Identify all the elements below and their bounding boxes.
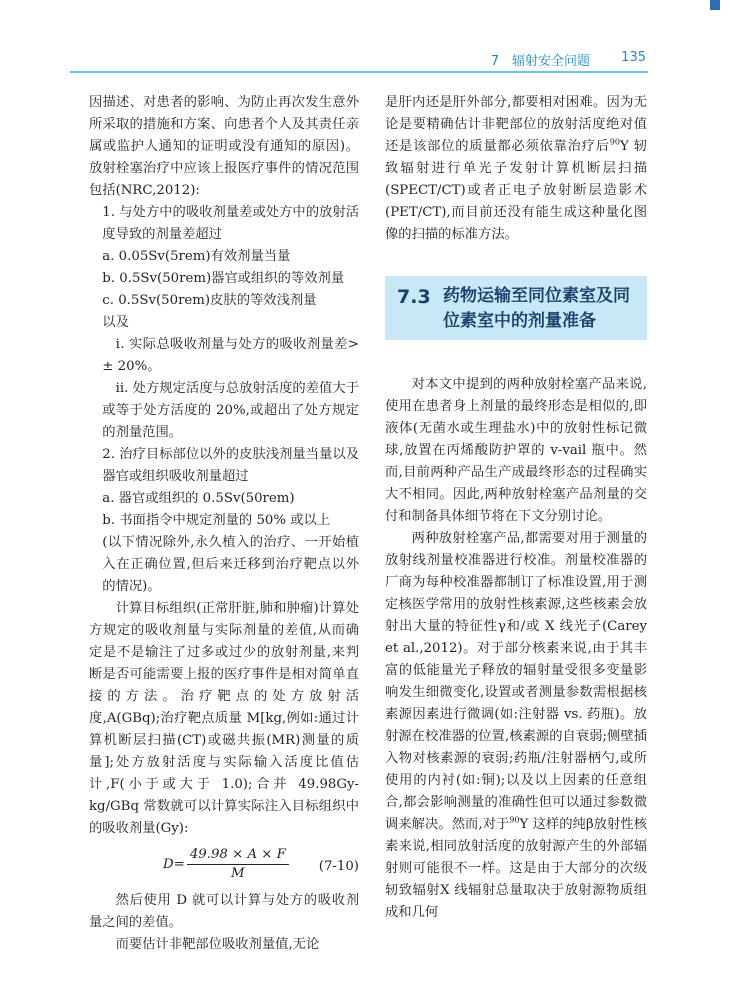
chapter-title: 7 辐射安全问题 <box>490 54 590 69</box>
header-rule <box>70 71 648 73</box>
page-number: 135 <box>621 50 646 65</box>
list-subitem: b. 书面指令中规定剂量的 50% 或以上 <box>102 513 331 528</box>
text-run: Y 这样的纯β放射性核素来说,相同放射活度的放射源产生的外部辐射则可能很不一样。这是由于大部分的次级轫致辐射X 线辐射总量取决于放射源物质组成和几何 <box>385 817 647 920</box>
equation-fraction <box>187 846 289 883</box>
list-subitem: b. 0.5Sv(50rem)器官或组织的等效剂量 <box>102 271 345 286</box>
left-column <box>89 92 359 956</box>
corner-tab-mark <box>710 0 720 10</box>
list-item: 1. 与处方中的吸收剂量差或处方中的放射活度导致的剂量差超过 <box>102 205 359 242</box>
text-run: 两种放射栓塞产品,都需要对用于测量的放射线剂量校准器进行校准。剂量校准器的厂商为每种校准器都制订了标准设置,用于测定核医学常用的放射性核素源,这些核素会放射出大量的特征性γ和/或 X 线光子(Carey et al.,2012)。对于部分核素来说,由于其丰富的低能量光子释放的辐射量受很多变量影响发生细微变化,设置或者测量参数需根据核素源因素进行微调(如:注射器 vs. 药瓶)。放射源在校准器的位置,核素源的自衰弱;侧壁插入物对核素源的衰弱;药瓶/注射器柄勺,或所使用的内衬(如:铜);以及以上因素的任意组合,都会影响测量的准确性但可以通过参数微调来解决。然而,对于 <box>385 531 647 832</box>
list-item: 2. 治疗目标部位以外的皮肤浅剂量当量以及器官或组织吸收剂量超过 <box>102 447 359 484</box>
equation <box>89 842 359 888</box>
section-number: 7.3 <box>397 286 431 308</box>
text-run: Y 轫致辐射进行单光子发射计算机断层扫描(SPECT/CT)或者正电子放射断层造影术(PET/CT),而目前还没有能生成这种量化图像的扫描的标准方法。 <box>385 139 647 242</box>
paragraph: 而要估计非靶部位吸收剂量值,无论 <box>115 937 320 952</box>
text-run: 是肝内还是肝外部分,都要相对困难。因为无论是要精确估计非靶部位的放射活度绝对值还是该部位的质量都必须依靠治疗后 <box>385 95 647 154</box>
paragraph: 因描述、对患者的影响、为防止再次发生意外所采取的措施和方案、向患者个人及其责任亲属或监护人通知的证明或没有通知的原因)。放射栓塞治疗中应该上报医疗事件的情况范围包括(NRC,2012): <box>89 95 359 198</box>
paragraph: 然后使用 D 就可以计算与处方的吸收剂量之间的差值。 <box>89 893 359 930</box>
superscript: 90 <box>509 815 520 825</box>
paragraph: 计算目标组织(正常肝脏,肺和肿瘤)计算处方规定的吸收剂量与实际剂量的差值,从而确定是不是输注了过多或过少的放射剂量,来判断是否可能需要上报的医疗事件是相对简单直接的方法。治疗靶点的处方放射活度,A(GBq);治疗靶点质量 M[kg,例如:通过计算机断层扫描(CT)或磁共振(MR)测量的质量];处方放射活度与实际输入活度比值估计,F(小于或大于 1.0);合并 49.98Gy-kg/GBq 常数就可以计算实际注入目标组织中的吸收剂量(Gy): <box>89 601 359 836</box>
list-item: ⅱ. 处方规定活度与总放射活度的差值大于或等于处方活度的 20%,或超出了处方规定的剂量范围。 <box>102 381 359 440</box>
equation-number: (7-10) <box>318 859 359 874</box>
superscript: 90 <box>609 137 620 147</box>
list-item: ⅰ. 实际总吸收剂量与处方的吸收剂量差> ± 20%。 <box>102 337 359 374</box>
paragraph <box>385 528 647 924</box>
equation-body <box>163 846 289 883</box>
list-subitem: c. 0.5Sv(50rem)皮肤的等效浅剂量 <box>102 293 317 308</box>
equation-lhs: D= <box>163 857 185 872</box>
section-title: 药物运输至同位素室及同位素室中的剂量准备 <box>443 286 630 331</box>
right-column <box>385 92 647 924</box>
list-note: (以下情况除外,永久植入的治疗、一开始植入在正确位置,但后来迁移到治疗靶点以外的情况)。 <box>102 535 359 594</box>
list-connector: 以及 <box>102 315 129 330</box>
equation-numerator: 49.98 × A × F <box>187 846 289 865</box>
section-heading <box>385 276 647 340</box>
running-header <box>0 44 730 74</box>
list-subitem: a. 器官或组织的 0.5Sv(50rem) <box>102 491 295 506</box>
paragraph <box>385 92 647 246</box>
paragraph: 对本文中提到的两种放射栓塞产品来说,使用在患者身上剂量的最终形态是相似的,即液体(无菌水或生理盐水)中的放射性标记微球,放置在丙烯酸防护罩的 v-vail 瓶中。然而,目前两种产品生产成最终形态的过程确实大不相同。因此,两种放射栓塞产品剂量的交付和制备具体细节将在下文分别讨论。 <box>385 377 647 524</box>
list-subitem: a. 0.05Sv(5rem)有效剂量当量 <box>102 249 291 264</box>
equation-denominator: M <box>231 866 245 881</box>
